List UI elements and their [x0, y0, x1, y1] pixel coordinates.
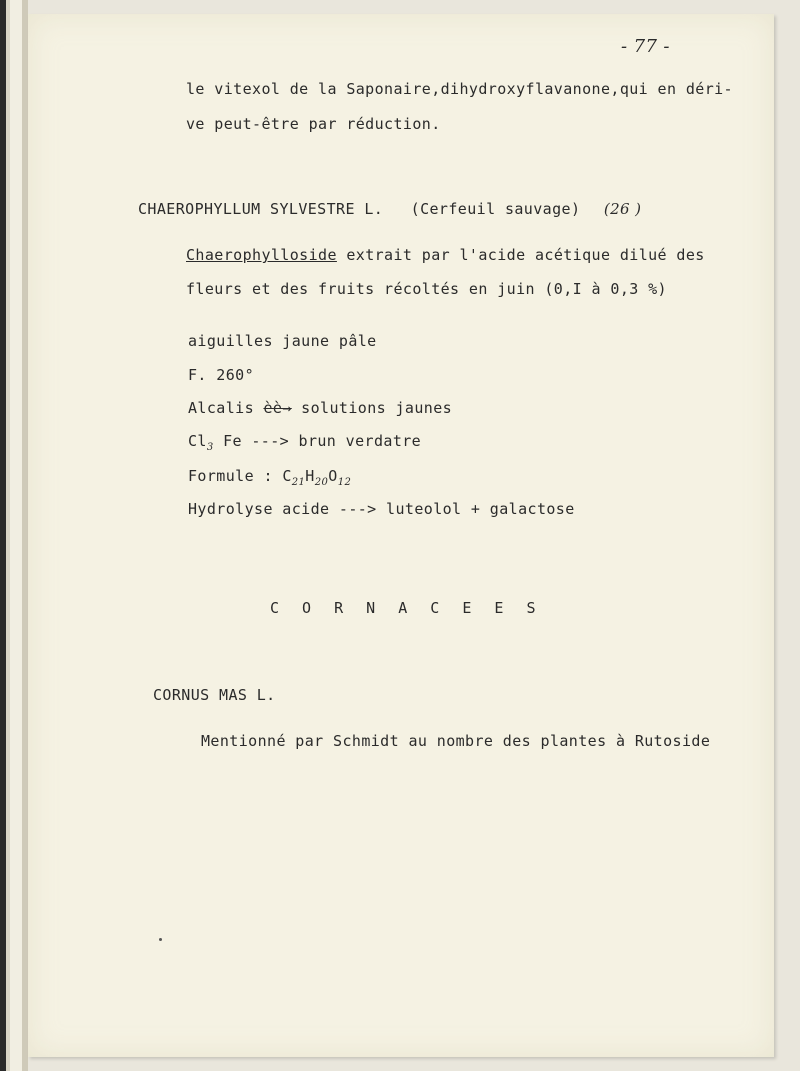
ferric-result: Fe ---> brun verdatre [213, 432, 422, 450]
binder-edge [0, 0, 28, 1071]
alkali-arrow: èè→ [263, 399, 292, 417]
formula [188, 467, 351, 488]
formula-c: C [282, 467, 292, 485]
compound-name: Chaerophylloside [186, 246, 337, 264]
alkali-reaction [188, 399, 452, 417]
extraction-text: extrait par l'acide acétique dilué des [336, 246, 705, 264]
common-name: (Cerfeuil sauvage) [410, 200, 581, 218]
ink-speck [159, 938, 162, 941]
species-heading-chaerophyllum [138, 200, 641, 218]
melting-point: F. 260° [188, 366, 255, 384]
formula-c-sub: 21 [291, 477, 306, 488]
formula-o-sub: 12 [337, 477, 352, 488]
alkali-label: Alcalis [188, 399, 264, 417]
formula-o: O [328, 467, 338, 485]
extraction-line-2: fleurs et des fruits récoltés en juin (0,I à 0,3 %) [186, 280, 667, 298]
cornus-note: Mentionné par Schmidt au nombre des plantes à Rutoside [201, 732, 711, 750]
ferric-label: Cl [188, 432, 207, 450]
formula-h: H [305, 467, 315, 485]
continuation-line-2: ve peut-être par réduction. [186, 115, 441, 133]
appearance: aiguilles jaune pâle [188, 332, 377, 350]
formula-label: Formule : [188, 467, 283, 485]
reference-number: (26 ) [603, 200, 642, 218]
extraction-line-1 [186, 246, 705, 264]
typewritten-page [28, 14, 774, 1057]
ferric-subscript: 3 [206, 442, 214, 453]
family-heading: C O R N A C E E S [270, 599, 543, 617]
species-heading-cornus: CORNUS MAS L. [153, 686, 276, 704]
species-name: CHAEROPHYLLUM SYLVESTRE L. [138, 200, 384, 218]
ferric-chloride-reaction [188, 432, 421, 453]
page-number: - 77 - [621, 36, 670, 57]
alkali-result: solutions jaunes [291, 399, 453, 417]
continuation-line-1: le vitexol de la Saponaire,dihydroxyflavanone,qui en déri- [186, 80, 733, 98]
hydrolysis: Hydrolyse acide ---> luteolol + galactose [188, 500, 575, 518]
formula-h-sub: 20 [314, 477, 329, 488]
